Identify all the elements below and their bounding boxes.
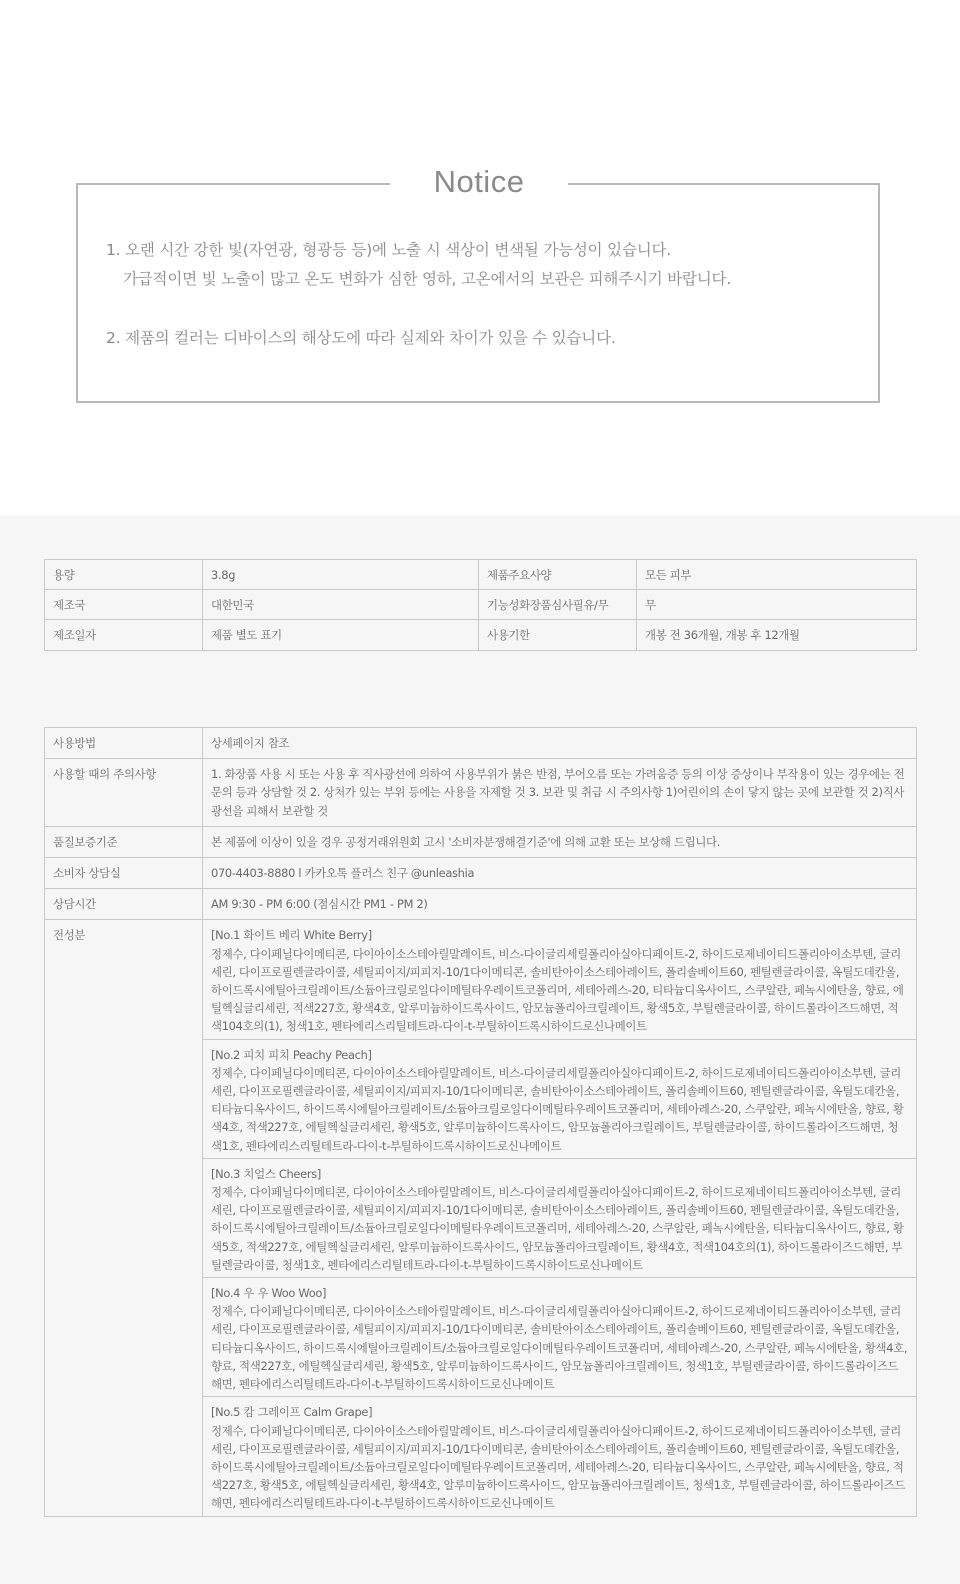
ingredient-block: [203, 1278, 917, 1397]
ingredient-list: 정제수, 다이페닐다이메티콘, 다이아이소스테아릴말레이트, 비스-다이글리세릴폴리아실아디페이트-2, 하이드로제네이티드폴리아이소부텐, 글리세린, 다이프로필렌글라이콜, 세틸피이지/피피지-10/1다이메티콘, 솔비탄아이소스테아레이트, 폴리솔베이트60, 펜틸렌글라이콜, 옥틸도데칸올, 하이드록시에틸아크릴레이트/소듐아크릴로일다이메틸타우레이트코폴리머, 세테아레스-20, 티타늄디옥사이드, 스쿠알란, 페녹시에탄올, 향료, 에틸헥실글리세린, 적색227호, 황색4호, 알루미늄하이드록사이드, 암모늄폴리아크릴레이트, 황색5호, 부틸렌글라이콜, 하이드롤라이즈드해면, 적색104호의(1), 청색1호, 펜타에리스리틸테트라-다이-t-부틸하이드록시하이드로신나메이트: [211, 946, 904, 1034]
cs-label: 소비자 상담실: [45, 858, 203, 889]
table-row: [45, 560, 917, 590]
ingredient-shade-name: [No.3 치얼스 Cheers]: [211, 1166, 322, 1181]
cs-value: 070-4403-8880 l 카카오톡 플러스 친구 @unleashia: [203, 858, 917, 889]
spec-label: 사용기한: [479, 620, 637, 650]
usage-label: 사용방법: [45, 728, 203, 759]
notice-box: [76, 183, 880, 403]
notice-line-3: 2. 제품의 컬러는 디바이스의 해상도에 따라 실제와 차이가 있을 수 있습니다.: [106, 329, 616, 347]
ingredient-shade-name: [No.5 캄 그레이프 Calm Grape]: [211, 1405, 373, 1420]
ingredient-list: 정제수, 다이페닐다이메티콘, 다이아이소스테아릴말레이트, 비스-다이글리세릴폴리아실아디페이트-2, 하이드로제네이티드폴리아이소부텐, 글리세린, 다이프로필렌글라이콜, 세틸피이지/피피지-10/1다이메티콘, 솔비탄아이소스테아레이트, 폴리솔베이트60, 펜틸렌글라이콜, 옥틸도데칸올, 티타늄디옥사이드, 하이드록시에틸아크릴레이트/소듐아크릴로일다이메틸타우레이트코폴리머, 세테아레스-20, 스쿠알란, 페녹시에탄올, 향료, 황색4호, 적색227호, 에틸헥실글리세린, 황색5호, 알루미늄하이드록사이드, 암모늄폴리아크릴레이트, 부틸렌글라이콜, 하이드롤라이즈드해면, 청색1호, 펜타에리스리틸테트라-다이-t-부틸하이드록시하이드로신나메이트: [211, 1065, 904, 1153]
table-row: [45, 889, 917, 920]
ingredient-block: [203, 1039, 917, 1158]
spec-label: 제조국: [45, 590, 203, 620]
spec-value: 대한민국: [203, 590, 479, 620]
table-row: [45, 858, 917, 889]
spec-table: [44, 559, 917, 651]
caution-label: 사용할 때의 주의사항: [45, 759, 203, 827]
spec-value: 무: [637, 590, 917, 620]
hours-label: 상담시간: [45, 889, 203, 920]
spec-label: 제조일자: [45, 620, 203, 650]
detail-table: [44, 727, 917, 1517]
spec-value: 제품 별도 표기: [203, 620, 479, 650]
ingredient-list: 정제수, 다이페닐다이메티콘, 다이아이소스테아릴말레이트, 비스-다이글리세릴폴리아실아디페이트-2, 하이드로제네이티드폴리아이소부텐, 글리세린, 다이프로필렌글라이콜, 세틸피이지/피피지-10/1다이메티콘, 솔비탄아이소스테아레이트, 폴리솔베이트60, 펜틸렌글라이콜, 옥틸도데칸올, 티타늄디옥사이드, 하이드록시에틸아크릴레이트/소듐아크릴로일다이메틸타우레이트코폴리머, 세테아레스-20, 스쿠알란, 페녹시에탄올, 황색4호, 향료, 적색227호, 에틸헥실글리세린, 황색5호, 알루미늄하이드록사이드, 암모늄폴리아크릴레이트, 청색1호, 부틸렌글라이콜, 하이드롤라이즈드해면, 펜타에리스리틸테트라-다이-t-부틸하이드록시하이드로신나메이트: [211, 1304, 908, 1392]
ingredient-block: [203, 920, 917, 1039]
hours-value: AM 9:30 - PM 6:00 (점심시간 PM1 - PM 2): [203, 889, 917, 920]
ingredient-block: [203, 1397, 917, 1516]
ingredient-shade-name: [No.2 피치 피치 Peachy Peach]: [211, 1047, 372, 1062]
spec-label: 용량: [45, 560, 203, 590]
notice-section: [0, 0, 960, 515]
table-row: [45, 759, 917, 827]
ingredients-label: 전성분: [45, 920, 203, 1516]
quality-value: 본 제품에 이상이 있을 경우 공정거래위원회 고시 '소비자분쟁해결기준'에 의해 교환 또는 보상해 드립니다.: [203, 826, 917, 857]
table-row: [45, 920, 917, 1039]
table-row: [45, 826, 917, 857]
spec-label: 기능성화장품심사필유/무: [479, 590, 637, 620]
ingredient-shade-name: [No.4 우 우 Woo Woo]: [211, 1286, 327, 1301]
spec-value: 모든 피부: [637, 560, 917, 590]
notice-line-1: 1. 오랜 시간 강한 빛(자연광, 형광등 등)에 노출 시 색상이 변색될 가능성이 있습니다.: [106, 241, 671, 259]
spec-value: 개봉 전 36개월, 개봉 후 12개월: [637, 620, 917, 650]
caution-value: 1. 화장품 사용 시 또는 사용 후 직사광선에 의하여 사용부위가 붉은 반점, 부어오름 또는 가려움증 등의 이상 증상이나 부작용이 있는 경우에는 전문의 등과 상담할 것 2. 상처가 있는 부위 등에는 사용을 자제할 것 3. 보관 및 취급 시 주의사항 1)어린이의 손이 닿지 않는 곳에 보관할 것 2)직사광선을 피해서 보관할 것: [203, 759, 917, 827]
ingredient-shade-name: [No.1 화이트 베리 White Berry]: [211, 928, 372, 943]
table-row: [45, 620, 917, 650]
notice-line-2: 가급적이면 빛 노출이 많고 온도 변화가 심한 영하, 고온에서의 보관은 피해주시기 바랍니다.: [123, 270, 732, 288]
usage-value: 상세페이지 참조: [203, 728, 917, 759]
notice-title: Notice: [390, 160, 568, 204]
table-row: [45, 728, 917, 759]
ingredient-block: [203, 1158, 917, 1277]
table-row: [45, 590, 917, 620]
spec-label: 제품주요사양: [479, 560, 637, 590]
ingredient-list: 정제수, 다이페닐다이메티콘, 다이아이소스테아릴말레이트, 비스-다이글리세릴폴리아실아디페이트-2, 하이드로제네이티드폴리아이소부텐, 글리세린, 다이프로필렌글라이콜, 세틸피이지/피피지-10/1다이메티콘, 솔비탄아이소스테아레이트, 폴리솔베이트60, 펜틸렌글라이콜, 옥틸도데칸올, 하이드록시에틸아크릴레이트/소듐아크릴로일다이메틸타우레이트코폴리머, 세테아레스-20, 티타늄디옥사이드, 스쿠알란, 페녹시에탄올, 향료, 적색227호, 황색5호, 에틸헥실글리세린, 황색4호, 알루미늄하이드록사이드, 암모늄폴리아크릴레이트, 청색1호, 부틸렌글라이콜, 하이드롤라이즈드해면, 펜타에리스리틸테트라-다이-t-부틸하이드록시하이드로신나메이트: [211, 1423, 906, 1511]
ingredient-list: 정제수, 다이페닐다이메티콘, 다이아이소스테아릴말레이트, 비스-다이글리세릴폴리아실아디페이트-2, 하이드로제네이티드폴리아이소부텐, 글리세린, 다이프로필렌글라이콜, 세틸피이지/피피지-10/1다이메티콘, 솔비탄아이소스테아레이트, 폴리솔베이트60, 펜틸렌글라이콜, 옥틸도데칸올, 하이드록시에틸아크릴레이트/소듐아크릴로일다이메틸타우레이트코폴리머, 세테아레스-20, 스쿠알란, 페녹시에탄올, 티타늄디옥사이드, 향료, 황색5호, 적색227호, 에틸헥실글리세린, 알루미늄하이드록사이드, 암모늄폴리아크릴레이트, 황색4호, 적색104호의(1), 하이드롤라이즈드해면, 부틸렌글라이콜, 청색1호, 펜타에리스리틸테트라-다이-t-부틸하이드록시하이드로신나메이트: [211, 1185, 904, 1272]
spec-value: 3.8g: [203, 560, 479, 590]
quality-label: 품질보증기준: [45, 826, 203, 857]
